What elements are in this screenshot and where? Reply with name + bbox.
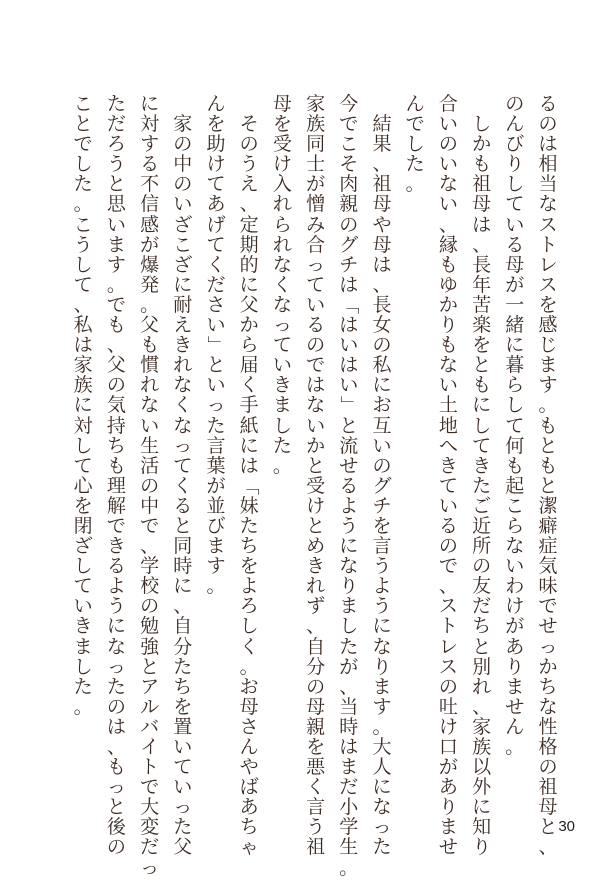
text-column: こ と で し た 。 こ う し て 、 私 は 家 族 に 対 し て 心 を 閉 ざ し て い き ま し た 。 [73,93,93,718]
text-column: 今 で こ そ 肉 親 の グ チ は 「 は い は い 」 と 流 せ る よ う に な り ま し た が 、 当 時 は ま だ 小 学 生 。 [337,93,360,879]
page-number: 30 [558,818,575,835]
text-column: ん で し た 。 [405,93,425,196]
text-column: 結 果 、 祖 母 や 母 は 、 長 女 の 私 に お 互 い の グ チ を 言 う よ う に な り ま す 。 大 人 に な っ た [372,113,392,859]
text-column: 家 族 同 士 が 憎 み 合 っ て い る の で は な い か と 受 け と め き れ ず 、 自 分 の 母 親 を 悪 く 言 う 祖 [306,93,326,859]
vertical-text-body [70,93,560,879]
text-column: 家 の 中 の い ざ こ ざ に 耐 え き れ な く な っ て く る と 同 時 に 、 自 分 た ち を 置 い て い っ た 父 [173,113,193,859]
text-column: そ の う え 、 定 期 的 に 父 か ら 届 く 手 紙 に は 「 妹 た ち を よ ろ し く 。 お 母 さ ん や ば あ ち ゃ [238,113,261,859]
text-column: た だ ろ う と 思 い ま す 。 で も 、 父 の 気 持 ち も 理 解 で き る よ う に な っ た の は 、 も っ と 後 の [106,93,126,859]
text-column: 合 い の い な い 、 縁 も ゆ か り も な い 土 地 へ き て い る の で 、 ス ト レ ス の 吐 け 口 が あ り ま せ [438,93,458,859]
text-column: し か も 祖 母 は 、 長 年 苦 楽 を と も に し て き た ご 近 所 の 友 だ ち と 別 れ 、 家 族 以 外 に 知 り [472,113,492,859]
text-column: ん を 助 け て あ げ て く だ さ い 」 と い っ た 言 葉 が 並 び ま す 。 [205,93,228,598]
text-column: る の は 相 当 な ス ト レ ス を 感 じ ま す 。 も と も と 潔 癖 症 気 味 で せ っ か ち な 性 格 の 祖 母 と 、 [538,93,558,859]
text-column: に 対 す る 不 信 感 が 爆 発 。 父 も 慣 れ な い 生 活 の 中 で 、 学 校 の 勉 強 と ア ル バ イ ト で 大 変 だ っ [140,93,160,879]
text-column: の ん び り し て い る 母 が 一 緒 に 暮 ら し て 何 も 起 こ ら な い わ け が あ り ま せ ん 。 [505,93,525,758]
text-column: 母 を 受 け 入 れ ら れ な く な っ て い き ま し た 。 [272,93,292,477]
